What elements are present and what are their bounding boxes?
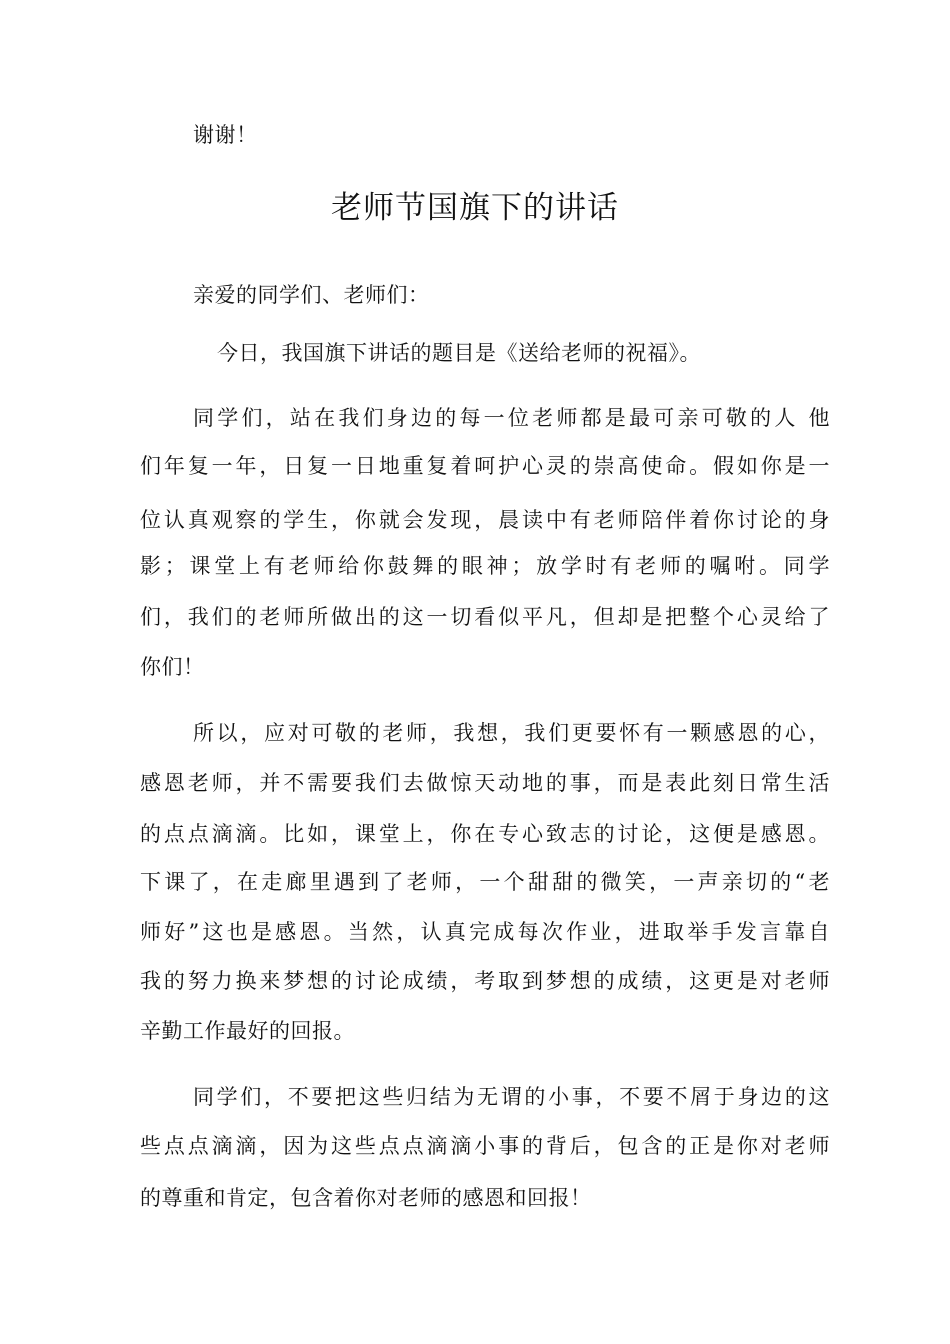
paragraph-line: 些点点滴滴，因为这些点点滴滴小事的背后，包含的正是你对老师: [140, 1134, 830, 1158]
paragraph-line: 感恩老师，并不需要我们去做惊天动地的事，而是表此刻日常生活: [140, 771, 830, 795]
paragraph-line: 下课了，在走廊里遇到了老师，一个甜甜的微笑，一声亲切的“老: [140, 870, 830, 894]
paragraph-line: 你们！: [140, 655, 205, 679]
paragraph-line: 的尊重和肯定，包含着你对老师的感恩和回报！: [140, 1186, 592, 1210]
closing-thanks: 谢谢！: [193, 123, 258, 147]
paragraph-line: 所以，应对可敬的老师，我想，我们更要怀有一颗感恩的心，: [193, 721, 830, 745]
paragraph-line: 们年复一年，日复一日地重复着呵护心灵的崇高使命。假如你是一: [140, 454, 830, 478]
paragraph-line: 我的努力换来梦想的讨论成绩，考取到梦想的成绩，这更是对老师: [140, 969, 830, 993]
paragraph-line: 师好”这也是感恩。当然，认真完成每次作业，进取举手发言靠自: [140, 920, 830, 944]
intro-line: 今日，我国旗下讲话的题目是《送给老师的祝福》。: [217, 341, 701, 365]
paragraph-line: 同学们，不要把这些归结为无谓的小事，不要不屑于身边的这: [193, 1085, 830, 1109]
paragraph-line: 位认真观察的学生，你就会发现，晨读中有老师陪伴着你讨论的身: [140, 508, 830, 532]
paragraph-line: 同学们，站在我们身边的每一位老师都是最可亲可敬的人 他: [193, 406, 830, 430]
speech-title: 老师节国旗下的讲话: [331, 190, 619, 226]
paragraph-line: 们，我们的老师所做出的这一切看似平凡，但却是把整个心灵给了: [140, 605, 830, 629]
paragraph-line: 影；课堂上有老师给你鼓舞的眼神；放学时有老师的嘱咐。同学: [140, 554, 830, 578]
paragraph-line: 的点点滴滴。比如，课堂上，你在专心致志的讨论，这便是感恩。: [140, 822, 830, 846]
salutation: 亲爱的同学们、老师们：: [193, 283, 430, 307]
paragraph-line: 辛勤工作最好的回报。: [140, 1019, 355, 1043]
